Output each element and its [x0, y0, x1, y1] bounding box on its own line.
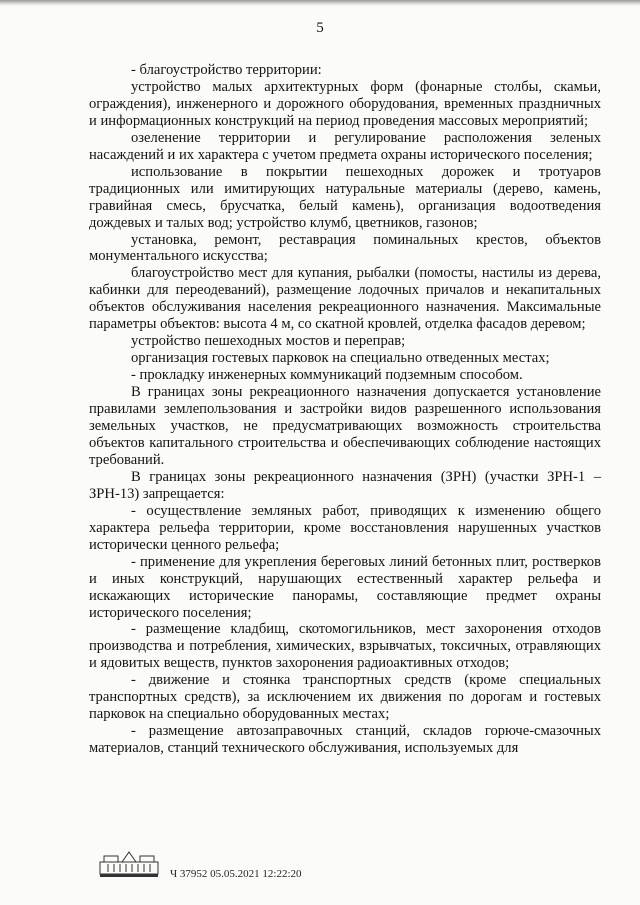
paragraph: установка, ремонт, реставрация поминальных крестов, объектов монументального искусства;: [89, 231, 601, 265]
building-stamp-icon: [98, 848, 160, 878]
paragraph: - благоустройство территории:: [131, 62, 322, 78]
paragraph: В границах зоны рекреационного назначения (ЗРН) (участки ЗРН-1 – ЗРН-13) запрещается:: [89, 468, 601, 502]
paragraph: использование в покрытии пешеходных дорожек и тротуаров традиционных или имитирующих натуральные материалы (дерево, камень, гравийная смесь, брусчатка, белый камень), организация водоотведения дождевых и талых вод; устройство клумб, цветников, газонов;: [89, 163, 601, 231]
footer: [98, 848, 358, 884]
paragraph: - осуществление земляных работ, приводящих к изменению общего характера рельефа территории, кроме восстановления нарушенных участков исторически ценного рельефа;: [89, 502, 601, 553]
paragraph: - прокладку инженерных коммуникаций подземным способом.: [131, 367, 523, 384]
paragraph: устройство малых архитектурных форм (фонарные столбы, скамьи, ограждения), инженерного и дорожного оборудования, временных праздничных и информационных конструкций на период проведения массовых мероприятий;: [89, 78, 601, 129]
page-number: 5: [316, 20, 324, 36]
paragraph: - движение и стоянка транспортных средств (кроме специальных транспортных средств), за исключением их движения по дорогам и гостевых парковок на специально оборудованных местах;: [89, 672, 601, 723]
paragraph: - размещение кладбищ, скотомогильников, мест захоронения отходов производства и потребления, химических, взрывчатых, токсичных, отравляющих и ядовитых веществ, пунктов захоронения радиоактивных отходов;: [89, 621, 601, 672]
paragraph: - размещение автозаправочных станций, складов горюче-смазочных материалов, станций технического обслуживания, используемых для: [89, 723, 601, 757]
paragraph: - применение для укрепления береговых линий бетонных плит, ростверков и иных конструкций, нарушающих естественный характер рельефа и искажающих исторические панорамы, составляющие предмет охраны исторического поселения;: [89, 553, 601, 621]
scan-top-edge: [0, 0, 640, 6]
paragraph: устройство пешеходных мостов и переправ;: [131, 333, 406, 350]
paragraph: благоустройство мест для купания, рыбалки (помосты, настилы из дерева, кабинки для переодеваний), размещение лодочных причалов и некапитальных объектов обслуживания населения рекреационного назначения. Максимальные параметры объектов: высота 4 м, со скатной кровлей, отделка фасадов деревом;: [89, 265, 601, 333]
paragraph: В границах зоны рекреационного назначения допускается установление правилами землепользования и застройки видов разрешенного использования земельных участков, не предусматривающих возможность строительства объектов капитального строительства и обеспечивающих соблюдение настоящих требований.: [89, 384, 601, 468]
paragraph: организация гостевых парковок на специально отведенных местах;: [131, 350, 550, 367]
document-body: [89, 62, 601, 757]
paragraph: озеленение территории и регулирование расположения зеленых насаждений и их характера с учетом предмета охраны исторического поселения;: [89, 129, 601, 163]
document-registration-code: Ч 37952 05.05.2021 12:22:20: [170, 868, 302, 880]
